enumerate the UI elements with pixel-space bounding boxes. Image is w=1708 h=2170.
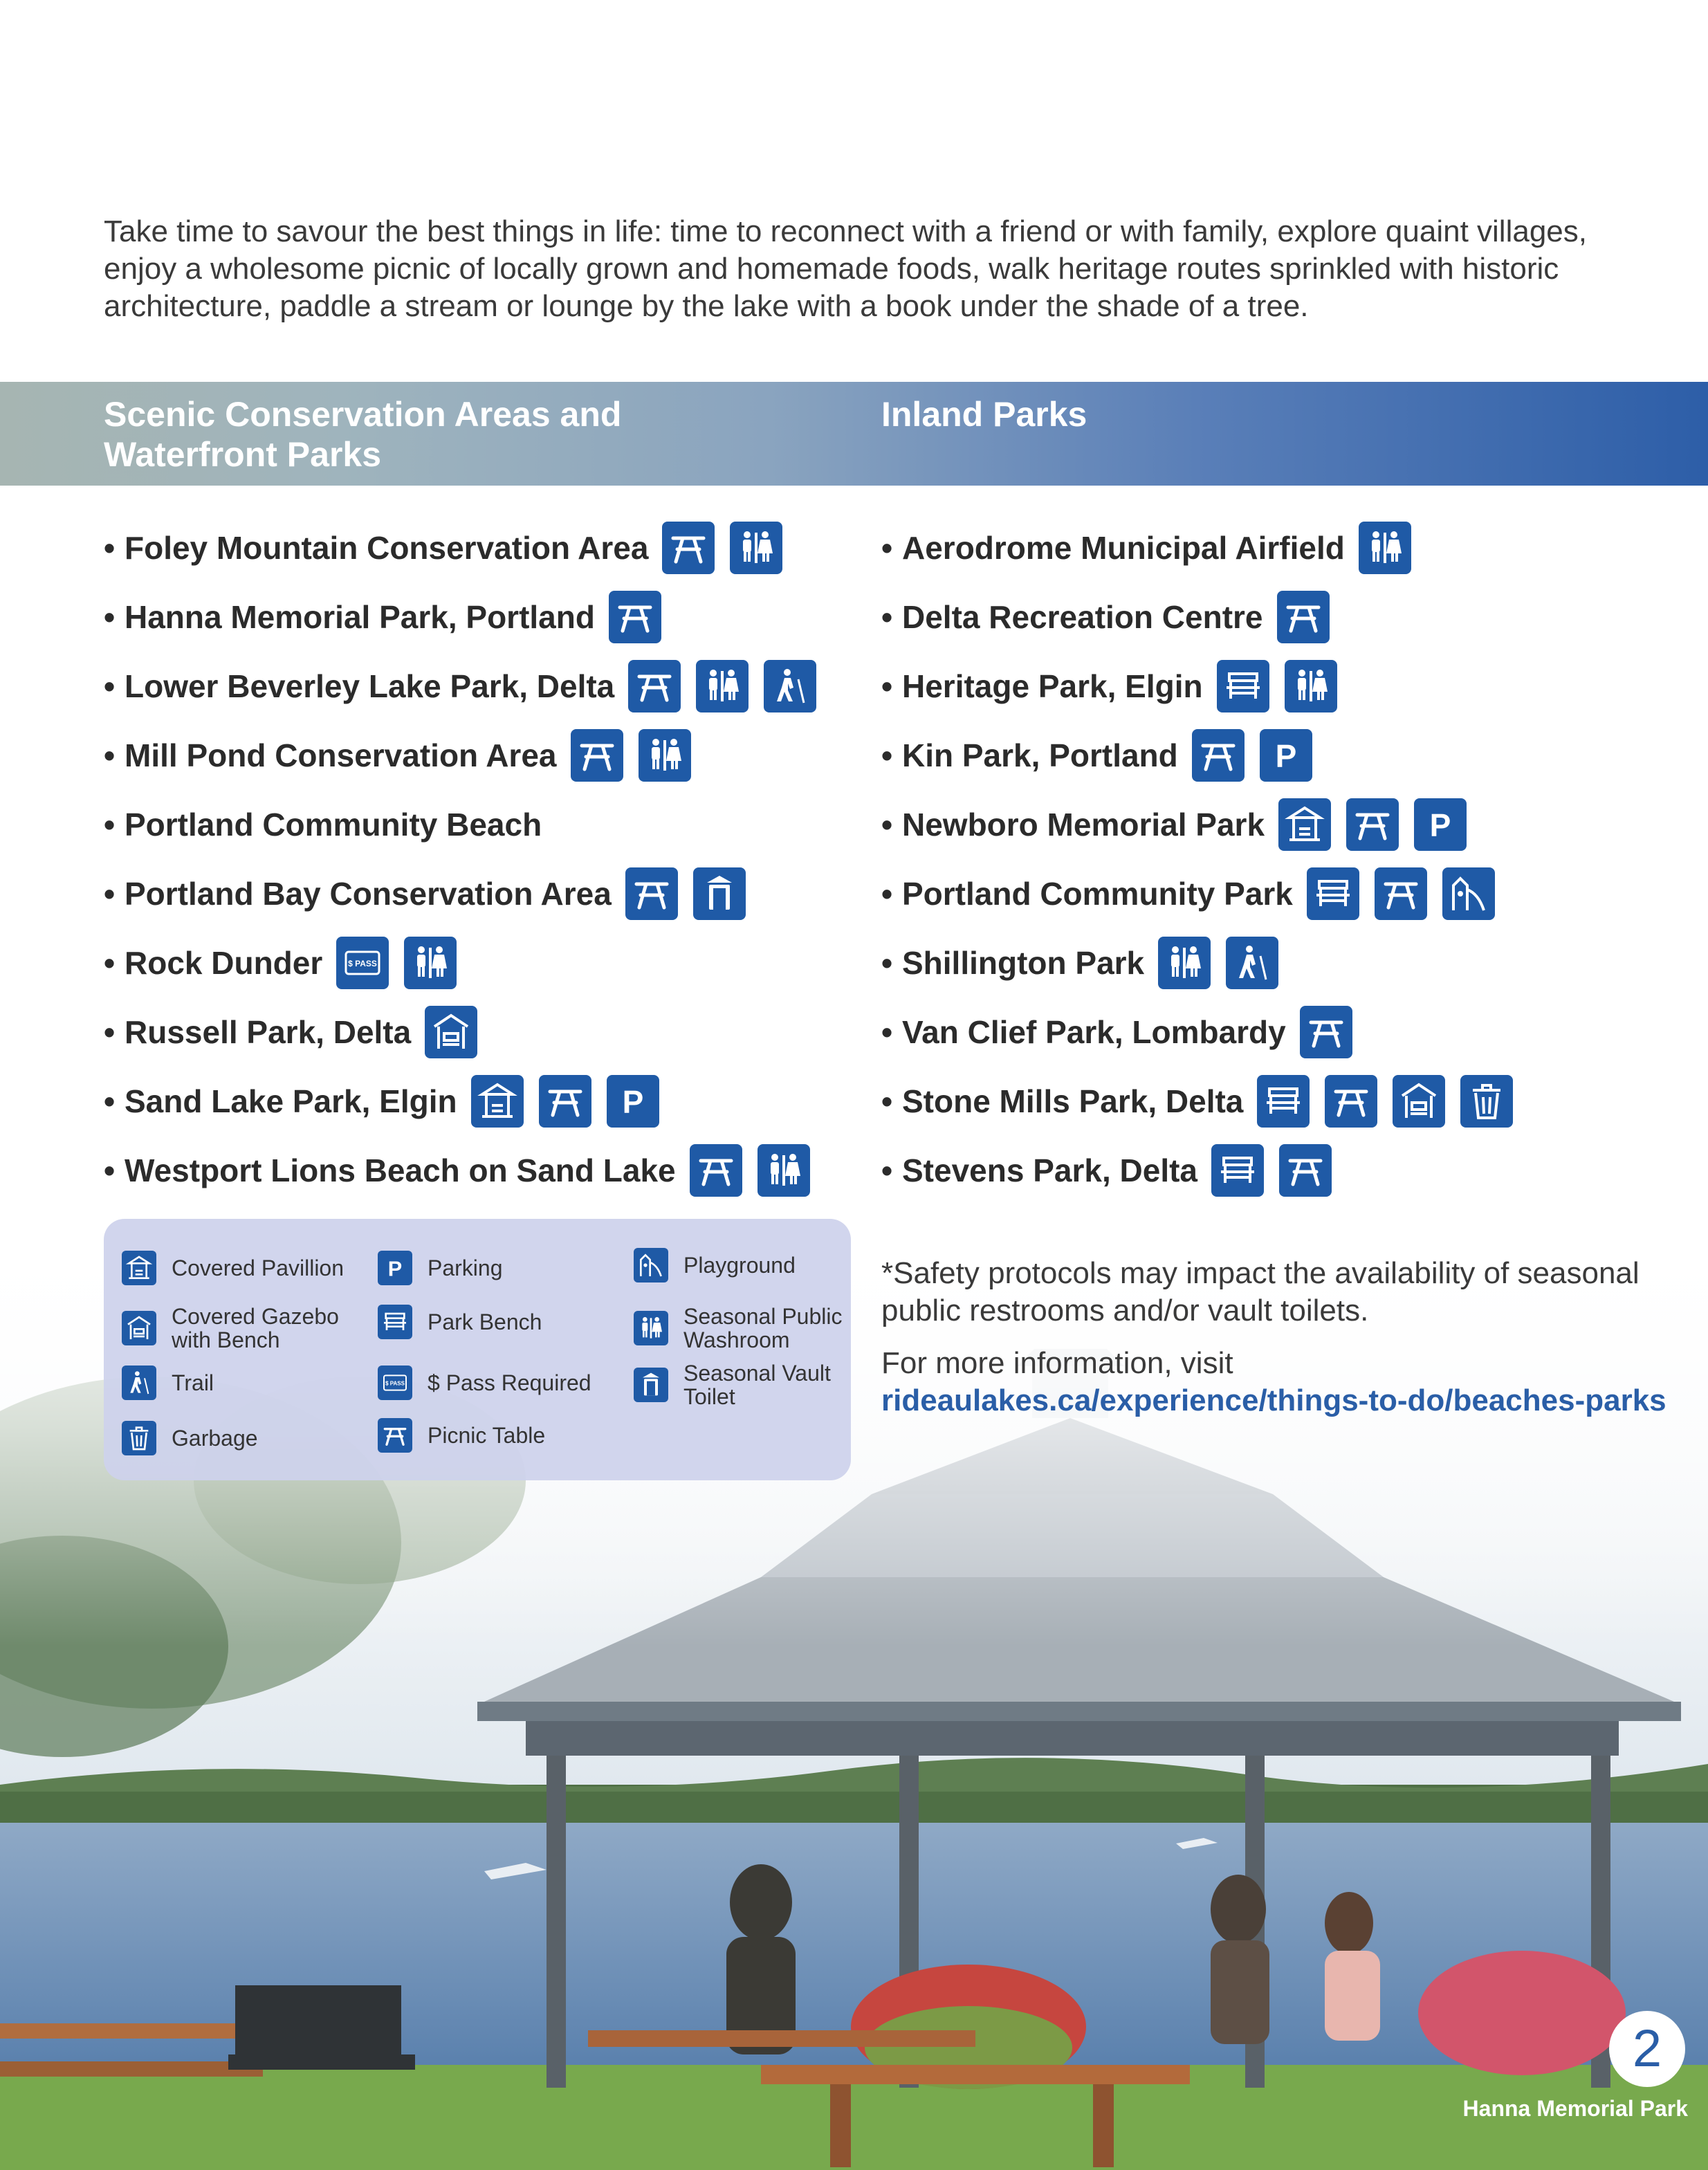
picnic-table-icon: [690, 1144, 742, 1197]
legend-label: $ Pass Required: [428, 1370, 591, 1395]
park-name: Portland Bay Conservation Area: [125, 876, 612, 912]
park-name: Sand Lake Park, Elgin: [125, 1083, 457, 1119]
bullet: •: [881, 668, 893, 704]
more-info: [881, 1345, 1677, 1419]
park-item: [881, 790, 1528, 859]
svg-text:$ PASS: $ PASS: [348, 959, 378, 968]
bullet: •: [881, 876, 893, 912]
bullet: •: [104, 737, 116, 773]
picnic-table-icon: [609, 591, 661, 643]
park-item: [881, 721, 1528, 790]
bench-icon: [1217, 660, 1269, 712]
vault-toilet-icon: [693, 867, 746, 920]
bench-icon: [1307, 867, 1359, 920]
park-name: Westport Lions Beach on Sand Lake: [125, 1152, 676, 1188]
legend-label: Covered Pavillion: [172, 1256, 345, 1280]
inland-parks-list: [881, 513, 1528, 1205]
legend-item-playground: [634, 1248, 856, 1282]
park-item: [104, 582, 832, 652]
bullet: •: [104, 807, 116, 843]
legend-label: Playground: [683, 1253, 796, 1278]
park-name: Rock Dunder: [125, 945, 323, 981]
park-item: [104, 1136, 832, 1205]
bullet: •: [881, 945, 893, 981]
washroom-icon: [639, 729, 691, 782]
picnic-table-icon: [1192, 729, 1245, 782]
svg-text:P: P: [387, 1257, 403, 1281]
bullet: •: [104, 876, 116, 912]
legend-label: Covered Gazebo with Bench: [172, 1304, 339, 1352]
bullet: •: [104, 530, 116, 566]
more-info-prefix: For more information, visit: [881, 1346, 1233, 1380]
trail-icon: [122, 1366, 156, 1400]
pass-icon: [336, 937, 389, 989]
bullet: •: [104, 1014, 116, 1050]
legend-label: Park Bench: [428, 1309, 542, 1334]
trail-icon: [764, 660, 816, 712]
washroom-icon: [730, 522, 782, 574]
picnic-table-icon: [1325, 1075, 1377, 1128]
bullet: •: [881, 530, 893, 566]
park-name: Portland Community Beach: [125, 807, 542, 843]
picnic-table-icon: [1375, 867, 1427, 920]
scenic-parks-list: [104, 513, 832, 1205]
park-item: [881, 1136, 1528, 1205]
bench-icon: [1211, 1144, 1264, 1197]
picnic-table-icon: [1346, 798, 1399, 851]
bullet: •: [104, 1152, 116, 1188]
gazebo-bench-icon: [1393, 1075, 1445, 1128]
park-name: Foley Mountain Conservation Area: [125, 530, 649, 566]
legend-label: Parking: [428, 1256, 503, 1280]
park-name: Hanna Memorial Park, Portland: [125, 599, 595, 635]
more-info-link[interactable]: rideaulakes.ca/experience/things-to-do/beaches-parks: [881, 1383, 1666, 1417]
gazebo-bench-icon: [425, 1006, 477, 1058]
park-name: Lower Beverley Lake Park, Delta: [125, 668, 615, 704]
bullet: •: [881, 737, 893, 773]
playground-icon: [1442, 867, 1495, 920]
washroom-icon: [757, 1144, 810, 1197]
safety-note: *Safety protocols may impact the availability of seasonal public restrooms and/or vault toilets.: [881, 1256, 1640, 1327]
picnic-table-icon: [1279, 1144, 1332, 1197]
bench-icon: [378, 1305, 412, 1339]
legend-item-vault-toilet: [634, 1361, 856, 1408]
park-item: [881, 513, 1528, 582]
page-number: 2: [1609, 2011, 1685, 2087]
park-item: [881, 582, 1528, 652]
svg-text:P: P: [1275, 738, 1297, 774]
section-banner: [0, 382, 1708, 486]
legend-item-garbage: [122, 1421, 345, 1455]
bullet: •: [104, 1083, 116, 1119]
legend-item-trail: [122, 1366, 345, 1400]
park-item: [881, 997, 1528, 1067]
park-item: [104, 859, 832, 928]
park-name: Shillington Park: [902, 945, 1145, 981]
legend-label: Picnic Table: [428, 1423, 546, 1448]
park-name: Heritage Park, Elgin: [902, 668, 1203, 704]
parking-icon: [378, 1251, 412, 1285]
picnic-table-icon: [571, 729, 623, 782]
park-item: [104, 997, 832, 1067]
park-name: Portland Community Park: [902, 876, 1293, 912]
intro-paragraph: Take time to savour the best things in life: time to reconnect with a friend or with family, explore quaint villages, enjoy a wholesome picnic of locally grown and homemade foods, walk heritage routes sprinkled with historic architecture, paddle a stream or lounge by the lake with a book under the shade of a tree.: [104, 214, 1587, 323]
park-name: Stevens Park, Delta: [902, 1152, 1198, 1188]
park-item: [104, 790, 832, 859]
parking-icon: [1260, 729, 1312, 782]
park-name: Newboro Memorial Park: [902, 807, 1265, 843]
garbage-icon: [1460, 1075, 1513, 1128]
svg-text:P: P: [622, 1084, 643, 1120]
park-item: [104, 652, 832, 721]
bullet: •: [881, 599, 893, 635]
washroom-icon: [1158, 937, 1211, 989]
park-item: [881, 859, 1528, 928]
park-name: Mill Pond Conservation Area: [125, 737, 557, 773]
picnic-table-icon: [625, 867, 678, 920]
legend-label: Garbage: [172, 1426, 258, 1451]
trail-icon: [1226, 937, 1278, 989]
heading-inland-parks: Inland Parks: [881, 395, 1087, 434]
svg-text:P: P: [1429, 807, 1451, 843]
picnic-table-icon: [1300, 1006, 1352, 1058]
pass-icon: [378, 1366, 412, 1400]
parking-icon: [607, 1075, 659, 1128]
washroom-icon: [1285, 660, 1337, 712]
legend-label: Seasonal Vault Toilet: [683, 1361, 831, 1409]
legend-item-picnic-table: [378, 1418, 600, 1453]
picnic-table-icon: [628, 660, 681, 712]
garbage-icon: [122, 1421, 156, 1455]
picnic-table-icon: [662, 522, 715, 574]
park-item: [104, 721, 832, 790]
parking-icon: [1414, 798, 1467, 851]
park-name: Van Clief Park, Lombardy: [902, 1014, 1286, 1050]
park-name: Stone Mills Park, Delta: [902, 1083, 1244, 1119]
park-item: [104, 513, 832, 582]
photo-caption: Hanna Memorial Park: [1462, 2096, 1688, 2121]
notes: [881, 1255, 1677, 1435]
legend-label: Trail: [172, 1370, 214, 1395]
park-item: [104, 1067, 832, 1136]
park-item: [881, 928, 1528, 997]
picnic-table-icon: [378, 1418, 412, 1453]
park-item: [881, 1067, 1528, 1136]
legend-label: Seasonal Public Washroom: [683, 1304, 843, 1352]
heading-scenic-parks: Scenic Conservation Areas and Waterfront Parks: [104, 395, 622, 474]
legend-item-gazebo-bench: [122, 1305, 345, 1352]
legend-item-parking: [378, 1251, 600, 1285]
bullet: •: [881, 1152, 893, 1188]
bullet: •: [104, 945, 116, 981]
svg-text:$ PASS: $ PASS: [385, 1380, 405, 1387]
pavilion-icon: [122, 1251, 156, 1285]
washroom-icon: [1359, 522, 1411, 574]
amenity-legend: [104, 1219, 851, 1480]
legend-item-washroom: [634, 1305, 856, 1352]
bullet: •: [881, 1083, 893, 1119]
pavilion-icon: [471, 1075, 524, 1128]
park-name: Kin Park, Portland: [902, 737, 1178, 773]
bullet: •: [104, 668, 116, 704]
park-name: Aerodrome Municipal Airfield: [902, 530, 1345, 566]
park-item: [881, 652, 1528, 721]
legend-item-pavilion: [122, 1251, 345, 1285]
legend-item-bench: [378, 1305, 600, 1339]
vault-toilet-icon: [634, 1368, 668, 1402]
bullet: •: [104, 599, 116, 635]
bench-icon: [1257, 1075, 1310, 1128]
playground-icon: [634, 1248, 668, 1282]
pavilion-icon: [1278, 798, 1331, 851]
bullet: •: [881, 1014, 893, 1050]
picnic-table-icon: [539, 1075, 591, 1128]
washroom-icon: [696, 660, 749, 712]
gazebo-bench-icon: [122, 1311, 156, 1345]
washroom-icon: [404, 937, 457, 989]
legend-item-pass: [378, 1366, 600, 1400]
washroom-icon: [634, 1311, 668, 1345]
park-name: Russell Park, Delta: [125, 1014, 412, 1050]
park-name: Delta Recreation Centre: [902, 599, 1263, 635]
bullet: •: [881, 807, 893, 843]
park-item: [104, 928, 832, 997]
picnic-table-icon: [1277, 591, 1330, 643]
